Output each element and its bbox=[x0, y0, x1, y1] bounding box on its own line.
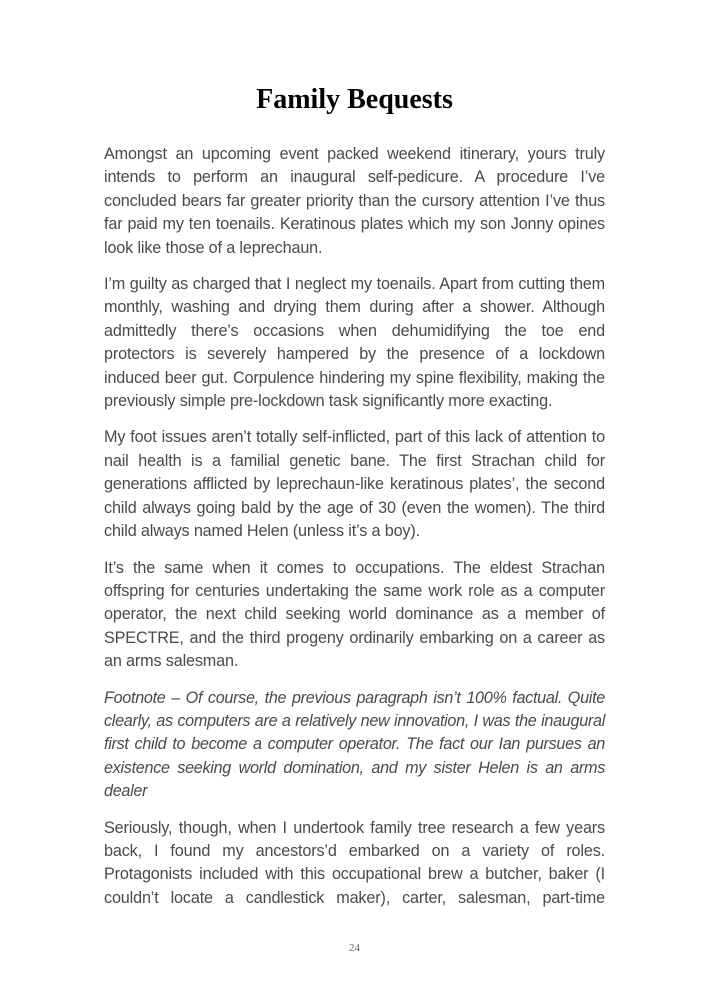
page-number: 24 bbox=[349, 942, 360, 954]
paragraph-occupations: It’s the same when it comes to occupations. The eldest Strachan offspring for centuries undertaking the same work role as a computer operator, the next child seeking world dominance as a member of SPECTRE, and the third progeny ordinarily embarking on a career as an arms salesman. bbox=[104, 558, 605, 671]
body-text bbox=[104, 143, 605, 923]
paragraph-family-tree-research: Seriously, though, when I undertook family tree research a few years back, I found my ancestors’d embarked on a variety of roles. Protagonists included with this occupational brew a butcher, baker (I couldn’t locate a candlestick maker), carter, salesman, part-time bbox=[104, 818, 605, 907]
page-title: Family Bequests bbox=[256, 84, 453, 115]
paragraph-self-pedicure: Amongst an upcoming event packed weekend itinerary, yours truly intends to perform an inaugural self-pedicure. A procedure I’ve concluded bears far greater priority than the cursory attention I’ve thus far paid my ten toenails. Keratinous plates which my son Jonny opines look like those of a leprechaun. bbox=[104, 145, 605, 257]
paragraph-familial-bane: My foot issues aren’t totally self-inflicted, part of this lack of attention to nail health is a familial genetic bane. The first Strachan child for generations afflicted by leprechaun-like keratinous plates’, the second child always going bald by the age of 30 (even the women). The third child always named Helen (unless it’s a boy). bbox=[104, 428, 605, 541]
paragraph-footnote: Footnote – Of course, the previous paragraph isn’t 100% factual. Quite clearly, as computers are a relatively new innovation, I was the inaugural first child to become a computer operator. The fact our Ian pursues an existence seeking world domination, and my sister Helen is an arms dealer bbox=[104, 688, 605, 801]
paragraph-neglect-toenails: I’m guilty as charged that I neglect my toenails. Apart from cutting them monthly, washing and drying them during after a shower. Although admittedly there’s occasions when dehumidifying the toe end protectors is severely hampered by the presence of a lockdown induced beer gut. Corpulence hindering my spine flexibility, making the previously simple pre-lockdown task significantly more exacting. bbox=[104, 275, 605, 411]
